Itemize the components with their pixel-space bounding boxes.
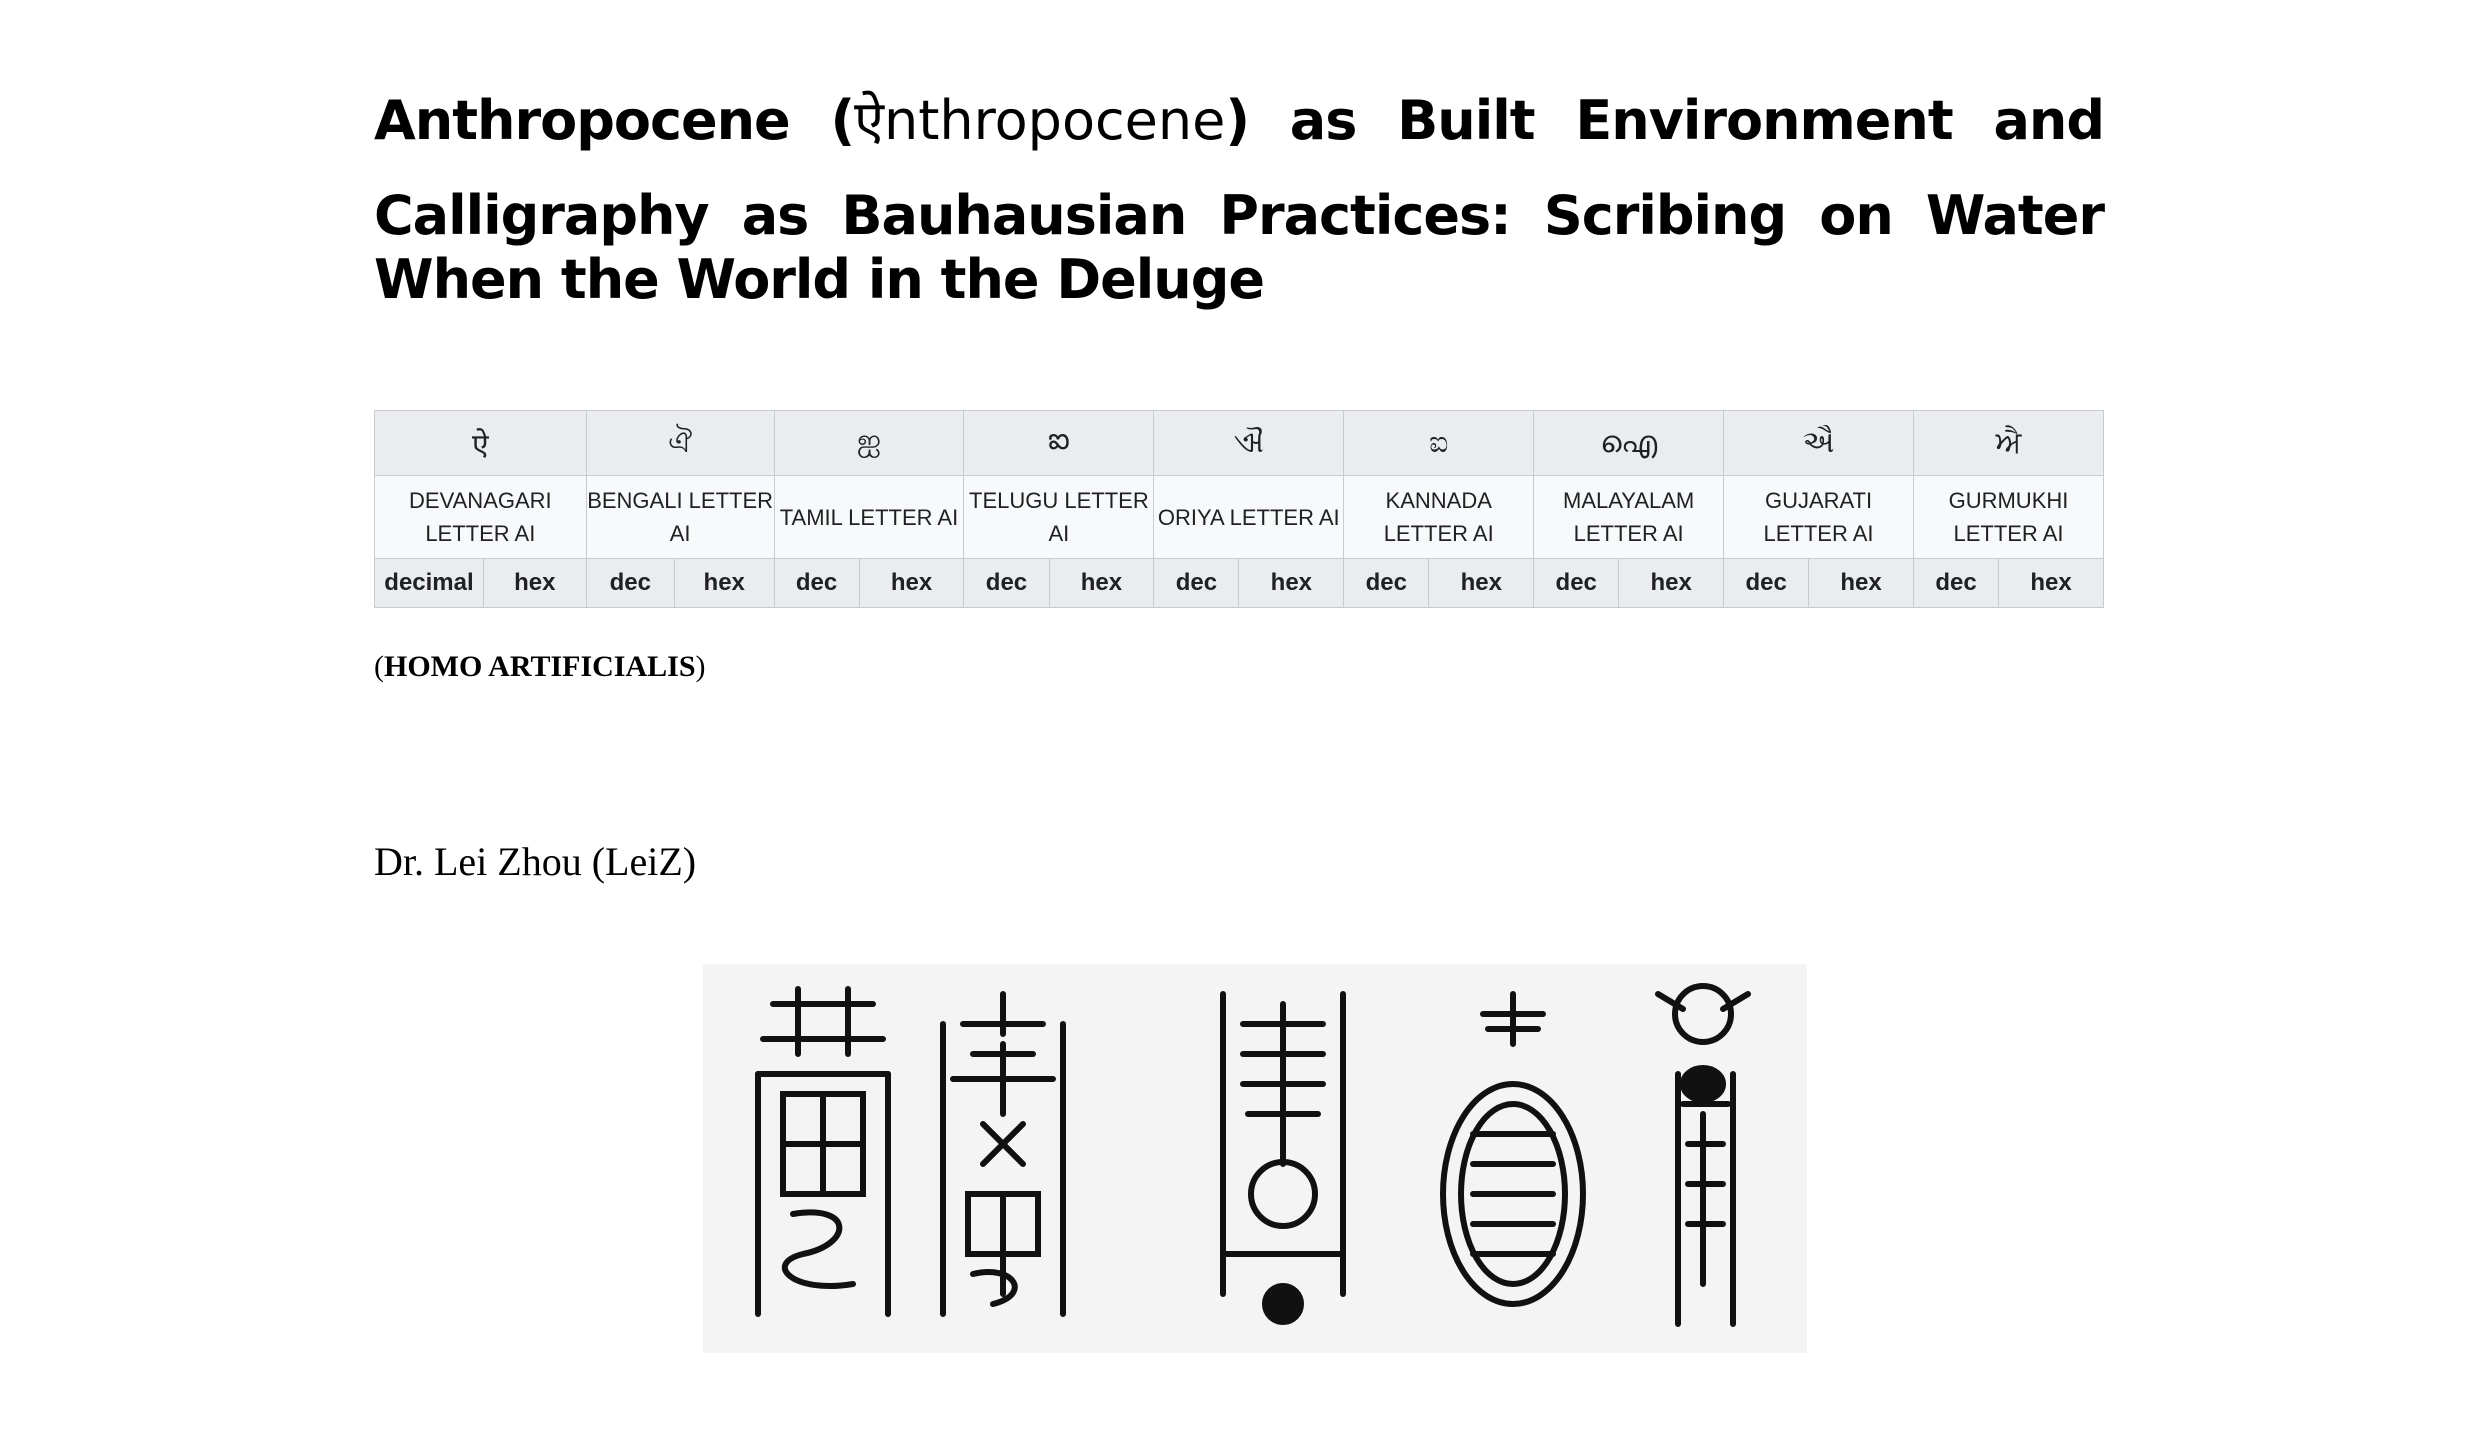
subtitle-text: HOMO ARTIFICIALIS: [384, 650, 696, 683]
talisman-1: [758, 989, 888, 1314]
subtitle: (HOMO ARTIFICIALIS): [374, 650, 706, 683]
title-word: and: [1993, 89, 2104, 152]
letter-name-cell: BENGALI LETTER AI: [586, 476, 774, 559]
dec-header-cell: dec: [964, 559, 1049, 608]
glyph-cell: ಐ: [1344, 411, 1534, 476]
devanagari-ai-glyph: ऐ: [854, 89, 884, 152]
glyph-cell: ఐ: [964, 411, 1154, 476]
title-word: as: [1289, 89, 1357, 152]
name-row: [375, 476, 2104, 559]
author-name: Dr. Lei Zhou (LeiZ): [374, 839, 697, 884]
talisman-5: [1658, 986, 1748, 1324]
hex-header-cell: hex: [1429, 559, 1534, 608]
dec-header-cell: dec: [586, 559, 674, 608]
letter-name-cell: TAMIL LETTER AI: [774, 476, 964, 559]
glyph-cell: ஐ: [774, 411, 964, 476]
letter-name-cell: KANNADA LETTER AI: [1344, 476, 1534, 559]
title-word: (ऐnthropocene): [830, 89, 1250, 152]
dec-header-cell: dec: [1534, 559, 1619, 608]
dec-header-cell: dec: [1724, 559, 1809, 608]
hex-header-cell: hex: [483, 559, 586, 608]
letter-name-cell: TELUGU LETTER AI: [964, 476, 1154, 559]
title-line-2: Calligraphy as Bauhausian Practices: Scribing on Water When the World in the Deluge: [374, 184, 2104, 311]
talisman-4: [1443, 994, 1583, 1304]
talisman-2: [943, 994, 1063, 1314]
hex-header-cell: hex: [859, 559, 964, 608]
glyph-cell: ଐ: [1154, 411, 1344, 476]
dec-header-cell: dec: [1344, 559, 1429, 608]
title-line-1: [374, 88, 2104, 154]
hex-header-cell: hex: [674, 559, 774, 608]
hex-header-cell: hex: [1999, 559, 2104, 608]
talisman-calligraphy-image: [703, 964, 1807, 1353]
letter-ai-table: [374, 410, 2104, 608]
glyph-cell: ঐ: [586, 411, 774, 476]
glyph-cell: ਐ: [1913, 411, 2103, 476]
letter-name-cell: ORIYA LETTER AI: [1154, 476, 1344, 559]
hex-header-cell: hex: [1239, 559, 1344, 608]
glyph-cell: ഐ: [1534, 411, 1724, 476]
talisman-3: [1223, 994, 1343, 1294]
glyph-cell: ઐ: [1724, 411, 1914, 476]
dec-header-cell: decimal: [375, 559, 484, 608]
hex-header-cell: hex: [1809, 559, 1914, 608]
dec-header-cell: dec: [774, 559, 859, 608]
letter-name-cell: GUJARATI LETTER AI: [1724, 476, 1914, 559]
hex-header-cell: hex: [1049, 559, 1154, 608]
letter-name-cell: GURMUKHI LETTER AI: [1913, 476, 2103, 559]
title-word: Anthropocene: [374, 89, 790, 152]
letter-name-cell: DEVANAGARI LETTER AI: [375, 476, 587, 559]
glyph-row: [375, 411, 2104, 476]
code-header-row: [375, 559, 2104, 608]
dec-header-cell: dec: [1913, 559, 1998, 608]
title-word: Built: [1397, 89, 1535, 152]
hex-header-cell: hex: [1619, 559, 1724, 608]
letter-name-cell: MALAYALAM LETTER AI: [1534, 476, 1724, 559]
dec-header-cell: dec: [1154, 559, 1239, 608]
glyph-cell: ऐ: [375, 411, 587, 476]
title-word: Environment: [1575, 89, 1953, 152]
